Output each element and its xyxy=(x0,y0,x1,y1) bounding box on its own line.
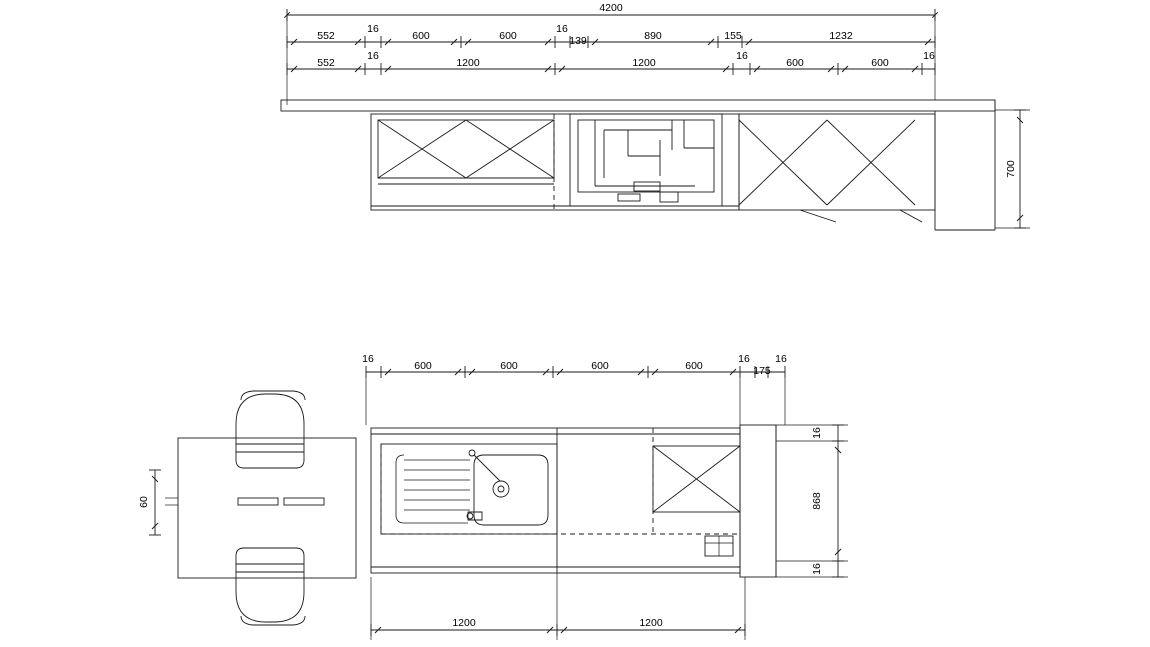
dim-plan-868: 868 xyxy=(811,492,823,510)
plan-left-dim xyxy=(149,470,178,535)
dim-e1-155: 155 xyxy=(724,30,742,42)
dim-p-600c: 600 xyxy=(591,360,609,372)
dim-p-600d: 600 xyxy=(685,360,703,372)
dim-e1-1232: 1232 xyxy=(829,30,853,42)
elevation-geometry xyxy=(281,100,1030,230)
dim-e2-600b: 600 xyxy=(871,57,889,69)
dim-p-175: 175 xyxy=(753,365,771,377)
dim-e2-16b: 16 xyxy=(736,50,748,62)
dim-e1-890: 890 xyxy=(644,30,662,42)
dim-p-1200b: 1200 xyxy=(639,617,663,629)
dim-p-16b: 16 xyxy=(738,353,750,365)
chair-bottom xyxy=(236,548,305,625)
dim-overall-4200: 4200 xyxy=(599,2,623,14)
dim-plan-60: 60 xyxy=(138,496,150,508)
dim-e1-139: 139 xyxy=(569,35,587,47)
plan-dim-row-top xyxy=(366,366,785,425)
plan-dim-bottom xyxy=(371,573,745,640)
plan-geometry xyxy=(149,391,848,640)
dim-e1-16b: 16 xyxy=(556,23,568,35)
dim-height-700: 700 xyxy=(1005,160,1017,178)
chair-top xyxy=(236,391,305,468)
dim-e2-1200b: 1200 xyxy=(632,57,656,69)
dim-e2-600a: 600 xyxy=(786,57,804,69)
dim-plan-16-top: 16 xyxy=(811,427,823,439)
dim-p-600b: 600 xyxy=(500,360,518,372)
dim-plan-16-bottom: 16 xyxy=(811,563,823,575)
dim-e2-16a: 16 xyxy=(367,50,379,62)
dim-e2-552: 552 xyxy=(317,57,335,69)
dim-e1-552: 552 xyxy=(317,30,335,42)
dim-p-600a: 600 xyxy=(414,360,432,372)
dim-e2-16c: 16 xyxy=(923,50,935,62)
dim-p-16a: 16 xyxy=(362,353,374,365)
dim-e2-1200a: 1200 xyxy=(456,57,480,69)
dim-p-1200a: 1200 xyxy=(452,617,476,629)
dim-p-16c: 16 xyxy=(775,353,787,365)
dim-e1-600b: 600 xyxy=(499,30,517,42)
dim-e1-16a: 16 xyxy=(367,23,379,35)
dim-e1-600a: 600 xyxy=(412,30,430,42)
elevation-dim-row-2 xyxy=(287,63,935,75)
